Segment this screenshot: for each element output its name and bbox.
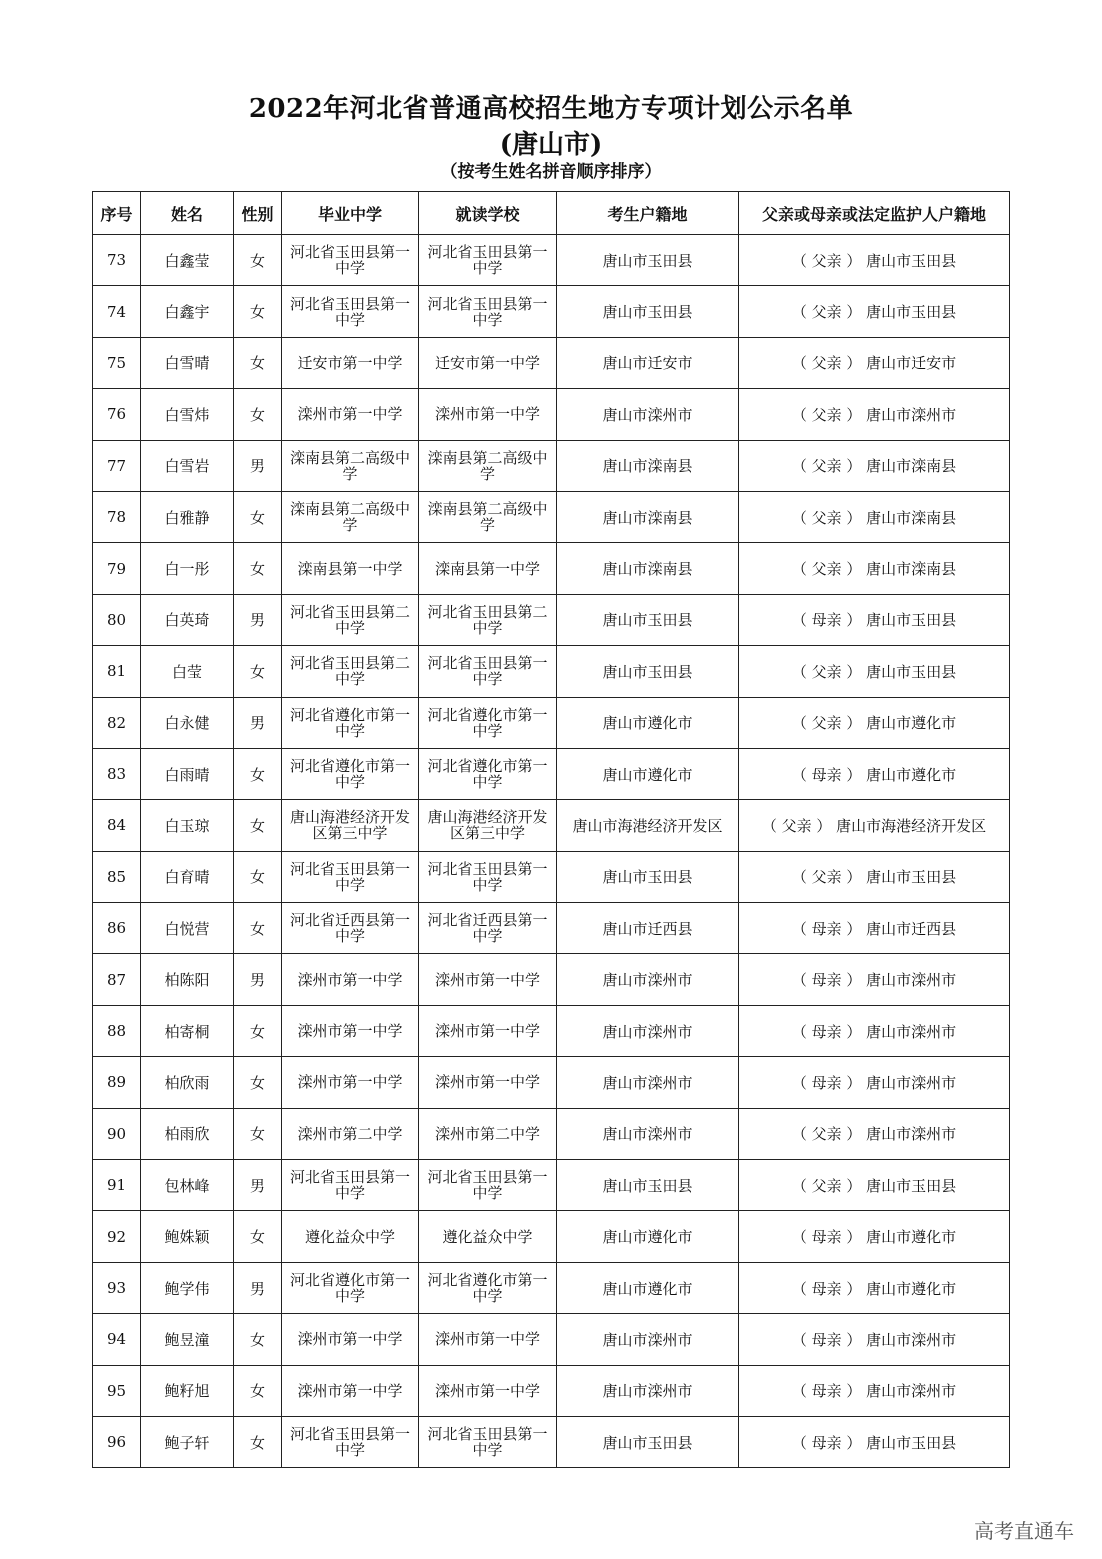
cell-guardian-domicile: （ 母亲 ） 唐山市遵化市: [739, 1211, 1010, 1262]
cell-current-school: 唐山海港经济开发区第三中学: [419, 800, 557, 851]
cell-name: 鲍昱潼: [141, 1314, 234, 1365]
cell-current-school: 河北省玉田县第一中学: [419, 235, 557, 286]
cell-seq: 94: [93, 1314, 141, 1365]
cell-graduation-school: 滦州市第一中学: [282, 1057, 419, 1108]
cell-current-school: 迁安市第一中学: [419, 337, 557, 388]
cell-seq: 77: [93, 440, 141, 491]
cell-seq: 89: [93, 1057, 141, 1108]
cell-graduation-school: 河北省玉田县第一中学: [282, 1416, 419, 1467]
cell-student-domicile: 唐山市玉田县: [557, 286, 739, 337]
cell-gender: 女: [234, 1108, 282, 1159]
cell-name: 鲍姝颖: [141, 1211, 234, 1262]
cell-graduation-school: 滦南县第二高级中学: [282, 440, 419, 491]
cell-seq: 88: [93, 1005, 141, 1056]
cell-graduation-school: 河北省玉田县第二中学: [282, 646, 419, 697]
cell-graduation-school: 河北省玉田县第一中学: [282, 1160, 419, 1211]
cell-seq: 92: [93, 1211, 141, 1262]
table-row: [93, 748, 1010, 799]
header-current-school: 就读学校: [419, 192, 557, 235]
document-subtitle: (唐山市): [499, 130, 603, 160]
cell-current-school: 滦州市第一中学: [419, 389, 557, 440]
cell-student-domicile: 唐山市滦州市: [557, 1314, 739, 1365]
cell-name: 白永健: [141, 697, 234, 748]
cell-name: 白雅静: [141, 491, 234, 542]
cell-current-school: 河北省玉田县第一中学: [419, 1160, 557, 1211]
cell-gender: 女: [234, 389, 282, 440]
cell-gender: 女: [234, 1005, 282, 1056]
cell-graduation-school: 滦州市第一中学: [282, 1365, 419, 1416]
cell-gender: 男: [234, 594, 282, 645]
admission-list-table: [92, 191, 1010, 1468]
cell-student-domicile: 唐山市滦州市: [557, 1057, 739, 1108]
cell-student-domicile: 唐山市滦南县: [557, 491, 739, 542]
cell-graduation-school: 河北省迁西县第一中学: [282, 903, 419, 954]
cell-student-domicile: 唐山市滦州市: [557, 1108, 739, 1159]
watermark: 高考直通车: [974, 1519, 1074, 1543]
cell-current-school: 河北省玉田县第一中学: [419, 851, 557, 902]
table-row: [93, 800, 1010, 851]
header-student-domicile: 考生户籍地: [557, 192, 739, 235]
table-row: [93, 954, 1010, 1005]
cell-guardian-domicile: （ 母亲 ） 唐山市玉田县: [739, 1416, 1010, 1467]
cell-gender: 女: [234, 1057, 282, 1108]
cell-guardian-domicile: （ 父亲 ） 唐山市海港经济开发区: [739, 800, 1010, 851]
table-row: [93, 1005, 1010, 1056]
cell-guardian-domicile: （ 父亲 ） 唐山市滦州市: [739, 389, 1010, 440]
table-row: [93, 851, 1010, 902]
cell-current-school: 滦南县第一中学: [419, 543, 557, 594]
table-row: [93, 235, 1010, 286]
cell-current-school: 滦南县第二高级中学: [419, 440, 557, 491]
sort-note: （按考生姓名拼音顺序排序）: [440, 162, 662, 182]
cell-student-domicile: 唐山市滦州市: [557, 954, 739, 1005]
cell-current-school: 滦南县第二高级中学: [419, 491, 557, 542]
cell-seq: 86: [93, 903, 141, 954]
cell-guardian-domicile: （ 母亲 ） 唐山市迁西县: [739, 903, 1010, 954]
table-row: [93, 903, 1010, 954]
cell-current-school: 滦州市第二中学: [419, 1108, 557, 1159]
cell-student-domicile: 唐山市滦南县: [557, 440, 739, 491]
cell-graduation-school: 滦州市第二中学: [282, 1108, 419, 1159]
table-row: [93, 543, 1010, 594]
cell-seq: 82: [93, 697, 141, 748]
cell-guardian-domicile: （ 父亲 ） 唐山市玉田县: [739, 1160, 1010, 1211]
cell-gender: 女: [234, 748, 282, 799]
cell-seq: 81: [93, 646, 141, 697]
cell-gender: 女: [234, 286, 282, 337]
cell-graduation-school: 滦南县第一中学: [282, 543, 419, 594]
cell-graduation-school: 迁安市第一中学: [282, 337, 419, 388]
table-row: [93, 1057, 1010, 1108]
cell-current-school: 滦州市第一中学: [419, 1057, 557, 1108]
cell-guardian-domicile: （ 父亲 ） 唐山市滦南县: [739, 491, 1010, 542]
cell-graduation-school: 滦南县第二高级中学: [282, 491, 419, 542]
cell-guardian-domicile: （ 母亲 ） 唐山市滦州市: [739, 1314, 1010, 1365]
cell-name: 包林峰: [141, 1160, 234, 1211]
cell-gender: 女: [234, 851, 282, 902]
cell-student-domicile: 唐山市遵化市: [557, 1211, 739, 1262]
cell-name: 白育晴: [141, 851, 234, 902]
cell-guardian-domicile: （ 父亲 ） 唐山市滦州市: [739, 1108, 1010, 1159]
cell-name: 白玉琼: [141, 800, 234, 851]
cell-graduation-school: 河北省玉田县第一中学: [282, 851, 419, 902]
document-title: 2022年河北省普通高校招生地方专项计划公示名单: [248, 94, 854, 124]
cell-name: 柏陈阳: [141, 954, 234, 1005]
cell-gender: 女: [234, 491, 282, 542]
cell-student-domicile: 唐山市玉田县: [557, 646, 739, 697]
cell-student-domicile: 唐山市滦州市: [557, 389, 739, 440]
cell-graduation-school: 遵化益众中学: [282, 1211, 419, 1262]
cell-current-school: 滦州市第一中学: [419, 1314, 557, 1365]
cell-seq: 75: [93, 337, 141, 388]
cell-current-school: 河北省玉田县第二中学: [419, 594, 557, 645]
cell-gender: 男: [234, 1262, 282, 1313]
cell-name: 白雨晴: [141, 748, 234, 799]
header-name: 姓名: [141, 192, 234, 235]
cell-guardian-domicile: （ 母亲 ） 唐山市遵化市: [739, 748, 1010, 799]
cell-name: 柏欣雨: [141, 1057, 234, 1108]
cell-student-domicile: 唐山市迁安市: [557, 337, 739, 388]
cell-seq: 84: [93, 800, 141, 851]
cell-student-domicile: 唐山市玉田县: [557, 1160, 739, 1211]
cell-graduation-school: 滦州市第一中学: [282, 389, 419, 440]
cell-guardian-domicile: （ 母亲 ） 唐山市滦州市: [739, 1365, 1010, 1416]
cell-student-domicile: 唐山市玉田县: [557, 235, 739, 286]
cell-seq: 83: [93, 748, 141, 799]
cell-name: 鲍籽旭: [141, 1365, 234, 1416]
cell-name: 白悦营: [141, 903, 234, 954]
cell-student-domicile: 唐山市玉田县: [557, 1416, 739, 1467]
cell-graduation-school: 河北省遵化市第一中学: [282, 748, 419, 799]
cell-gender: 女: [234, 800, 282, 851]
cell-graduation-school: 河北省玉田县第一中学: [282, 235, 419, 286]
cell-seq: 93: [93, 1262, 141, 1313]
cell-seq: 73: [93, 235, 141, 286]
cell-guardian-domicile: （ 母亲 ） 唐山市滦州市: [739, 954, 1010, 1005]
table-row: [93, 1211, 1010, 1262]
cell-student-domicile: 唐山市滦州市: [557, 1365, 739, 1416]
cell-name: 白莹: [141, 646, 234, 697]
cell-current-school: 河北省玉田县第一中学: [419, 1416, 557, 1467]
cell-gender: 女: [234, 1314, 282, 1365]
cell-student-domicile: 唐山市遵化市: [557, 697, 739, 748]
cell-current-school: 河北省迁西县第一中学: [419, 903, 557, 954]
cell-student-domicile: 唐山市海港经济开发区: [557, 800, 739, 851]
cell-seq: 80: [93, 594, 141, 645]
table-row: [93, 1416, 1010, 1467]
cell-seq: 95: [93, 1365, 141, 1416]
cell-current-school: 河北省玉田县第一中学: [419, 286, 557, 337]
cell-seq: 78: [93, 491, 141, 542]
cell-name: 鲍子轩: [141, 1416, 234, 1467]
cell-guardian-domicile: （ 父亲 ） 唐山市滦南县: [739, 543, 1010, 594]
cell-graduation-school: 滦州市第一中学: [282, 954, 419, 1005]
cell-student-domicile: 唐山市滦南县: [557, 543, 739, 594]
cell-seq: 85: [93, 851, 141, 902]
cell-seq: 87: [93, 954, 141, 1005]
table-row: [93, 697, 1010, 748]
cell-name: 白雪岩: [141, 440, 234, 491]
cell-name: 白雪晴: [141, 337, 234, 388]
table-row: [93, 337, 1010, 388]
cell-student-domicile: 唐山市玉田县: [557, 594, 739, 645]
cell-name: 鲍学伟: [141, 1262, 234, 1313]
cell-gender: 女: [234, 1365, 282, 1416]
cell-guardian-domicile: （ 父亲 ） 唐山市玉田县: [739, 851, 1010, 902]
table-row: [93, 440, 1010, 491]
cell-guardian-domicile: （ 父亲 ） 唐山市遵化市: [739, 697, 1010, 748]
cell-graduation-school: 滦州市第一中学: [282, 1005, 419, 1056]
cell-student-domicile: 唐山市迁西县: [557, 903, 739, 954]
cell-name: 白雪炜: [141, 389, 234, 440]
cell-gender: 女: [234, 543, 282, 594]
cell-guardian-domicile: （ 父亲 ） 唐山市玉田县: [739, 646, 1010, 697]
cell-gender: 男: [234, 697, 282, 748]
table-row: [93, 1365, 1010, 1416]
cell-current-school: 滦州市第一中学: [419, 1365, 557, 1416]
cell-name: 白鑫宇: [141, 286, 234, 337]
table-row: [93, 1314, 1010, 1365]
cell-seq: 79: [93, 543, 141, 594]
cell-current-school: 遵化益众中学: [419, 1211, 557, 1262]
cell-gender: 女: [234, 1416, 282, 1467]
header-guardian-domicile: 父亲或母亲或法定监护人户籍地: [739, 192, 1010, 235]
table-header-row: [93, 192, 1010, 235]
cell-seq: 74: [93, 286, 141, 337]
table-row: [93, 1108, 1010, 1159]
table-row: [93, 491, 1010, 542]
cell-gender: 女: [234, 337, 282, 388]
cell-name: 柏雨欣: [141, 1108, 234, 1159]
cell-graduation-school: 河北省遵化市第一中学: [282, 697, 419, 748]
header-gender: 性别: [234, 192, 282, 235]
cell-student-domicile: 唐山市遵化市: [557, 1262, 739, 1313]
cell-current-school: 滦州市第一中学: [419, 954, 557, 1005]
table-row: [93, 1160, 1010, 1211]
cell-name: 白一彤: [141, 543, 234, 594]
cell-guardian-domicile: （ 父亲 ） 唐山市滦南县: [739, 440, 1010, 491]
cell-seq: 91: [93, 1160, 141, 1211]
cell-guardian-domicile: （ 母亲 ） 唐山市玉田县: [739, 594, 1010, 645]
cell-current-school: 河北省遵化市第一中学: [419, 697, 557, 748]
cell-name: 白英琦: [141, 594, 234, 645]
cell-student-domicile: 唐山市遵化市: [557, 748, 739, 799]
cell-name: 柏寄桐: [141, 1005, 234, 1056]
cell-graduation-school: 河北省玉田县第一中学: [282, 286, 419, 337]
table-row: [93, 1262, 1010, 1313]
header-graduation-school: 毕业中学: [282, 192, 419, 235]
cell-guardian-domicile: （ 母亲 ） 唐山市滦州市: [739, 1005, 1010, 1056]
cell-seq: 90: [93, 1108, 141, 1159]
cell-graduation-school: 河北省遵化市第一中学: [282, 1262, 419, 1313]
cell-guardian-domicile: （ 父亲 ） 唐山市玉田县: [739, 286, 1010, 337]
cell-seq: 96: [93, 1416, 141, 1467]
cell-guardian-domicile: （ 父亲 ） 唐山市迁安市: [739, 337, 1010, 388]
cell-gender: 女: [234, 646, 282, 697]
cell-current-school: 河北省玉田县第一中学: [419, 646, 557, 697]
cell-gender: 男: [234, 954, 282, 1005]
cell-guardian-domicile: （ 母亲 ） 唐山市遵化市: [739, 1262, 1010, 1313]
cell-gender: 女: [234, 903, 282, 954]
cell-gender: 女: [234, 1211, 282, 1262]
cell-graduation-school: 唐山海港经济开发区第三中学: [282, 800, 419, 851]
table-row: [93, 389, 1010, 440]
cell-gender: 男: [234, 440, 282, 491]
cell-current-school: 滦州市第一中学: [419, 1005, 557, 1056]
table-row: [93, 594, 1010, 645]
table-row: [93, 646, 1010, 697]
cell-student-domicile: 唐山市滦州市: [557, 1005, 739, 1056]
cell-graduation-school: 滦州市第一中学: [282, 1314, 419, 1365]
cell-graduation-school: 河北省玉田县第二中学: [282, 594, 419, 645]
cell-seq: 76: [93, 389, 141, 440]
cell-name: 白鑫莹: [141, 235, 234, 286]
cell-gender: 女: [234, 235, 282, 286]
cell-gender: 男: [234, 1160, 282, 1211]
cell-guardian-domicile: （ 父亲 ） 唐山市玉田县: [739, 235, 1010, 286]
cell-student-domicile: 唐山市玉田县: [557, 851, 739, 902]
cell-guardian-domicile: （ 母亲 ） 唐山市滦州市: [739, 1057, 1010, 1108]
cell-current-school: 河北省遵化市第一中学: [419, 1262, 557, 1313]
table-row: [93, 286, 1010, 337]
cell-current-school: 河北省遵化市第一中学: [419, 748, 557, 799]
header-seq: 序号: [93, 192, 141, 235]
